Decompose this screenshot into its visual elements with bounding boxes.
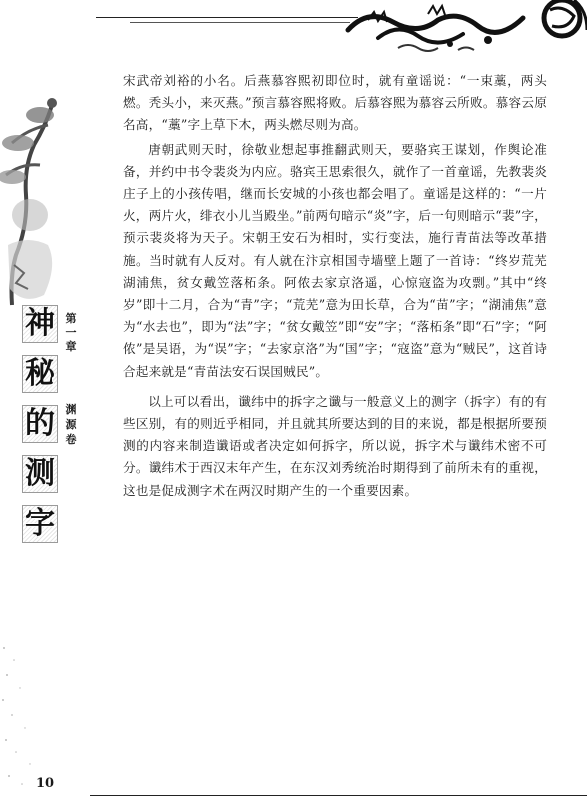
title-char: 神	[22, 305, 58, 343]
chapter-char: 第	[65, 312, 77, 325]
chapter-char: 章	[65, 340, 77, 353]
footer-rule	[90, 795, 587, 796]
section-char: 渊	[65, 403, 77, 416]
chapter-char: 一	[65, 326, 77, 339]
title-char: 秘	[22, 355, 58, 393]
chapter-title-vertical	[22, 305, 60, 555]
section-name-label	[64, 402, 78, 447]
header-rule	[96, 17, 358, 18]
page-number: 10	[36, 776, 55, 791]
section-char: 源	[65, 418, 77, 431]
chapter-number-label	[64, 312, 78, 354]
paragraph: 唐朝武则天时，徐敬业想起事推翻武则天，要骆宾王谋划，作舆论准备，并约中书令裴炎为内应。骆宾王思索很久，就作了一首童谣，先教裴炎庄子上的小孩传唱，继而长安城的小孩也都会唱了。童谣是这样的：“一片火，两片火，绯衣小儿当殿坐。”前两句暗示“炎”字，后一句则暗示“裴”字，预示裴炎将为天子。宋朝王安石为相时，实行变法，施行青苗法等改革措施。当时就有人反对。有人就在汴京相国寺墙壁上题了一首诗：“终岁荒芜湖浦焦，贫女戴笠落柘条。阿侬去家京洛遥，心惊寇盗为攻剽。”其中“终岁”即十二月，合为“青”字；“荒芜”意为田长草，合为“苗”字；“湖浦焦”意为“水去也”，即为“法”字；“贫女戴笠”即“安”字；“落柘条”即“石”字；“阿侬”是吴语，为“误”字；“去家京洛”为“国”字；“寇盗”意为“贼民”，这首诗合起来就是“青苗法安石误国贼民”。	[123, 141, 547, 379]
paragraph: 宋武帝刘裕的小名。后燕慕容熙初即位时，就有童谣说：“一束藁，两头燃。秃头小，来灭燕。”预言慕容熙将败。后慕容熙为慕容云所败。慕容云原名高，“藁”字上草下木，两头燃尽则为高。	[123, 73, 547, 133]
title-char: 测	[22, 455, 58, 493]
title-char: 字	[22, 505, 58, 543]
section-char: 卷	[65, 433, 77, 446]
body-text	[123, 70, 547, 502]
speckle-texture	[0, 640, 40, 790]
title-char: 的	[22, 405, 58, 443]
paragraph: 以上可以看出，谶纬中的拆字之谶与一般意义上的测字（拆字）有的有些区别，有的则近乎相同，并且就其所要达到的目的来说，都是根据所要预测的内容来制造谶语或者决定如何拆字，所以说，拆字术与谶纬术密不可分。谶纬术于西汉末年产生，在东汉刘秀统治时期得到了前所未有的重视，这也是促成测字术在两汉时期产生的一个重要因素。	[123, 393, 547, 498]
pine-tree-art-icon	[0, 95, 70, 325]
dragon-ornament-icon	[338, 0, 587, 58]
header-rule-thin	[130, 22, 350, 23]
